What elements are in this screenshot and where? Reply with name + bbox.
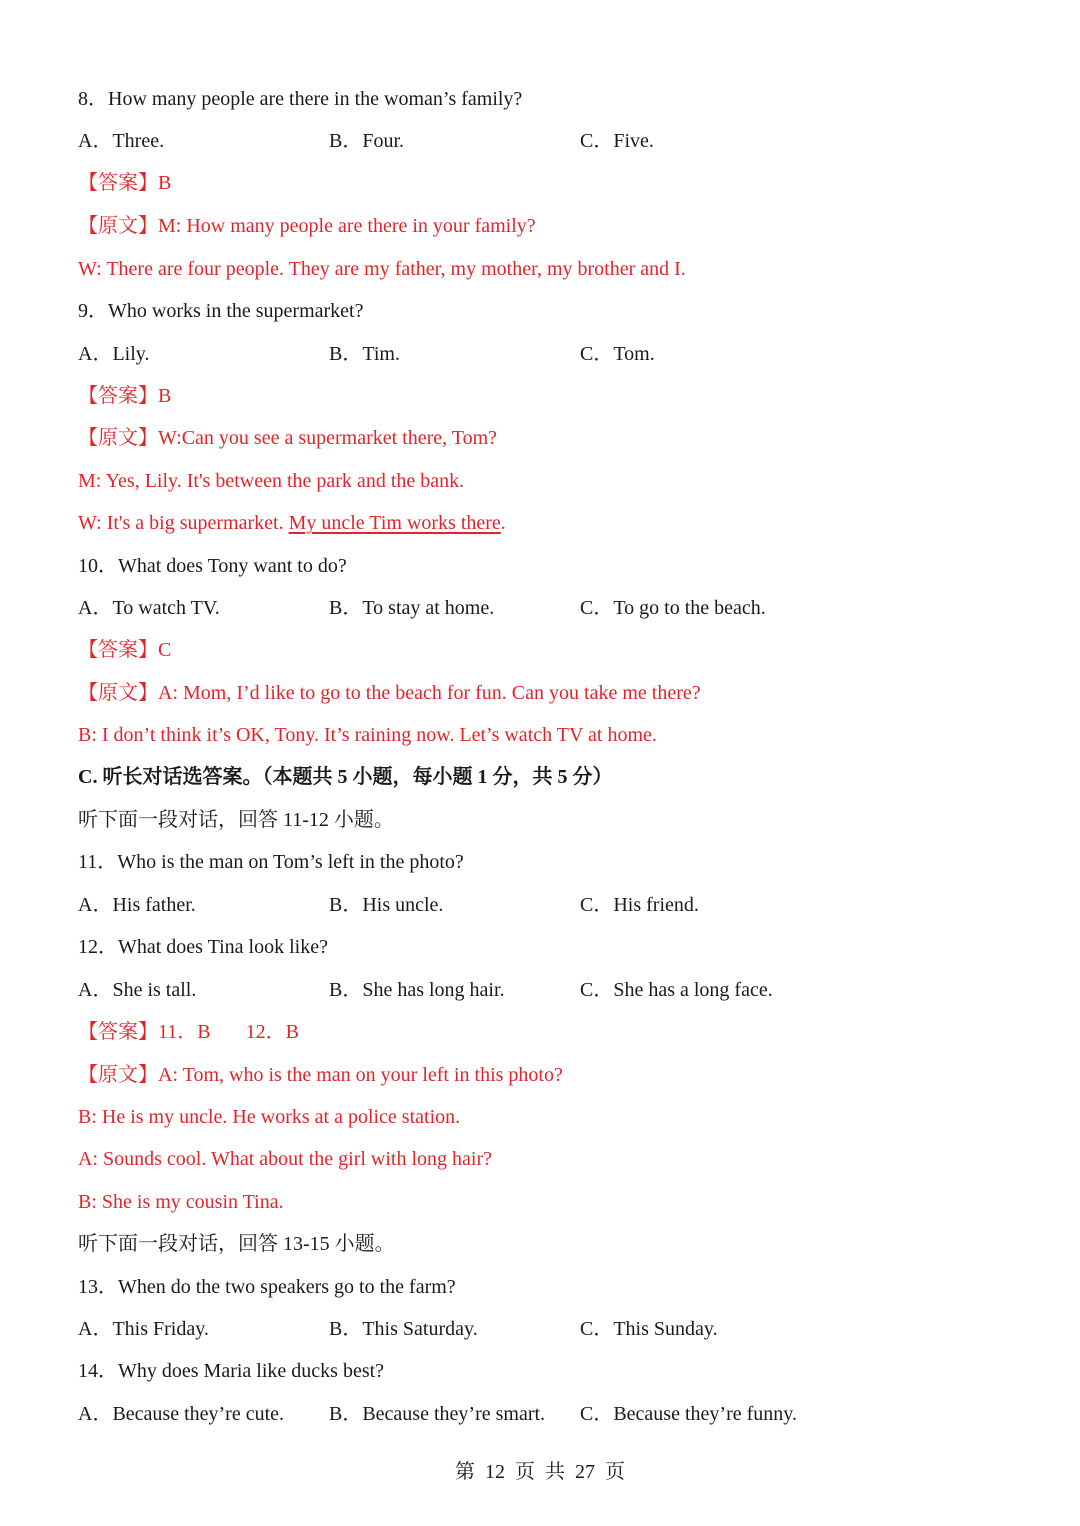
question-13: 13．When do the two speakers go to the farm? — [78, 1276, 456, 1298]
script-11-12-line-4: B: She is my cousin Tina. — [78, 1191, 284, 1213]
answer-10: 【答案】C — [78, 639, 172, 661]
script-10-line-2: B: I don’t think it’s OK, Tony. It’s raining now. Let’s watch TV at home. — [78, 724, 657, 746]
option-b: B．To stay at home. — [329, 597, 495, 619]
script-8-line-1: 【原文】M: How many people are there in your family? — [78, 215, 536, 237]
script-9-line-3-prefix: W: It's a big supermarket. — [78, 512, 289, 534]
option-a: A．Lily. — [78, 343, 150, 365]
option-b: B．Because they’re smart. — [329, 1403, 546, 1425]
option-b: B．His uncle. — [329, 894, 444, 916]
option-a: A．She is tall. — [78, 979, 197, 1001]
option-c: C．This Sunday. — [580, 1318, 718, 1340]
question-14: 14．Why does Maria like ducks best? — [78, 1360, 385, 1382]
option-b: B．Tim. — [329, 343, 400, 365]
script-9-line-3 — [78, 508, 506, 538]
option-c: C．To go to the beach. — [580, 597, 766, 619]
option-a: A．Three. — [78, 130, 165, 152]
answer-11-12: 【答案】11．B 12．B — [78, 1021, 299, 1043]
script-9-line-3-suffix: . — [500, 512, 506, 534]
question-9: 9．Who works in the supermarket? — [78, 300, 364, 322]
option-a: A．This Friday. — [78, 1318, 209, 1340]
option-c: C．Five. — [580, 130, 654, 152]
option-b: B．This Saturday. — [329, 1318, 478, 1340]
script-11-12-line-1: 【原文】A: Tom, who is the man on your left in this photo? — [78, 1064, 563, 1086]
script-9-line-1: 【原文】W:Can you see a supermarket there, Tom? — [78, 427, 498, 449]
script-9-line-2: M: Yes, Lily. It's between the park and the bank. — [78, 470, 465, 492]
question-10: 10．What does Tony want to do? — [78, 555, 347, 577]
section-c-intro-2: 听下面一段对话，回答 13-15 小题。 — [78, 1233, 395, 1255]
option-a: A．His father. — [78, 894, 196, 916]
option-c: C．Tom. — [580, 343, 655, 365]
question-12: 12．What does Tina look like? — [78, 936, 328, 958]
option-c: C．She has a long face. — [580, 979, 773, 1001]
script-9-highlighted-sentence: My uncle Tim works there — [288, 512, 501, 534]
answer-8: 【答案】B — [78, 172, 172, 194]
question-11: 11．Who is the man on Tom’s left in the photo? — [78, 851, 464, 873]
option-c: C．Because they’re funny. — [580, 1403, 797, 1425]
script-11-12-line-2: B: He is my uncle. He works at a police station. — [78, 1106, 461, 1128]
option-b: B．Four. — [329, 130, 405, 152]
script-11-12-line-3: A: Sounds cool. What about the girl with long hair? — [78, 1148, 493, 1170]
answer-9: 【答案】B — [78, 385, 172, 407]
question-8: 8．How many people are there in the woman’s family? — [78, 88, 523, 110]
page-number-footer: 第 12 页 共 27 页 — [455, 1461, 625, 1483]
option-c: C．His friend. — [580, 894, 699, 916]
section-c-heading: C. 听长对话选答案。（本题共 5 小题，每小题 1 分，共 5 分） — [78, 766, 613, 788]
script-10-line-1: 【原文】A: Mom, I’d like to go to the beach for fun. Can you take me there? — [78, 682, 701, 704]
option-a: A．Because they’re cute. — [78, 1403, 285, 1425]
script-8-line-2: W: There are four people. They are my father, my mother, my brother and I. — [78, 258, 686, 280]
option-a: A．To watch TV. — [78, 597, 220, 619]
section-c-intro-1: 听下面一段对话，回答 11-12 小题。 — [78, 809, 394, 831]
option-b: B．She has long hair. — [329, 979, 505, 1001]
